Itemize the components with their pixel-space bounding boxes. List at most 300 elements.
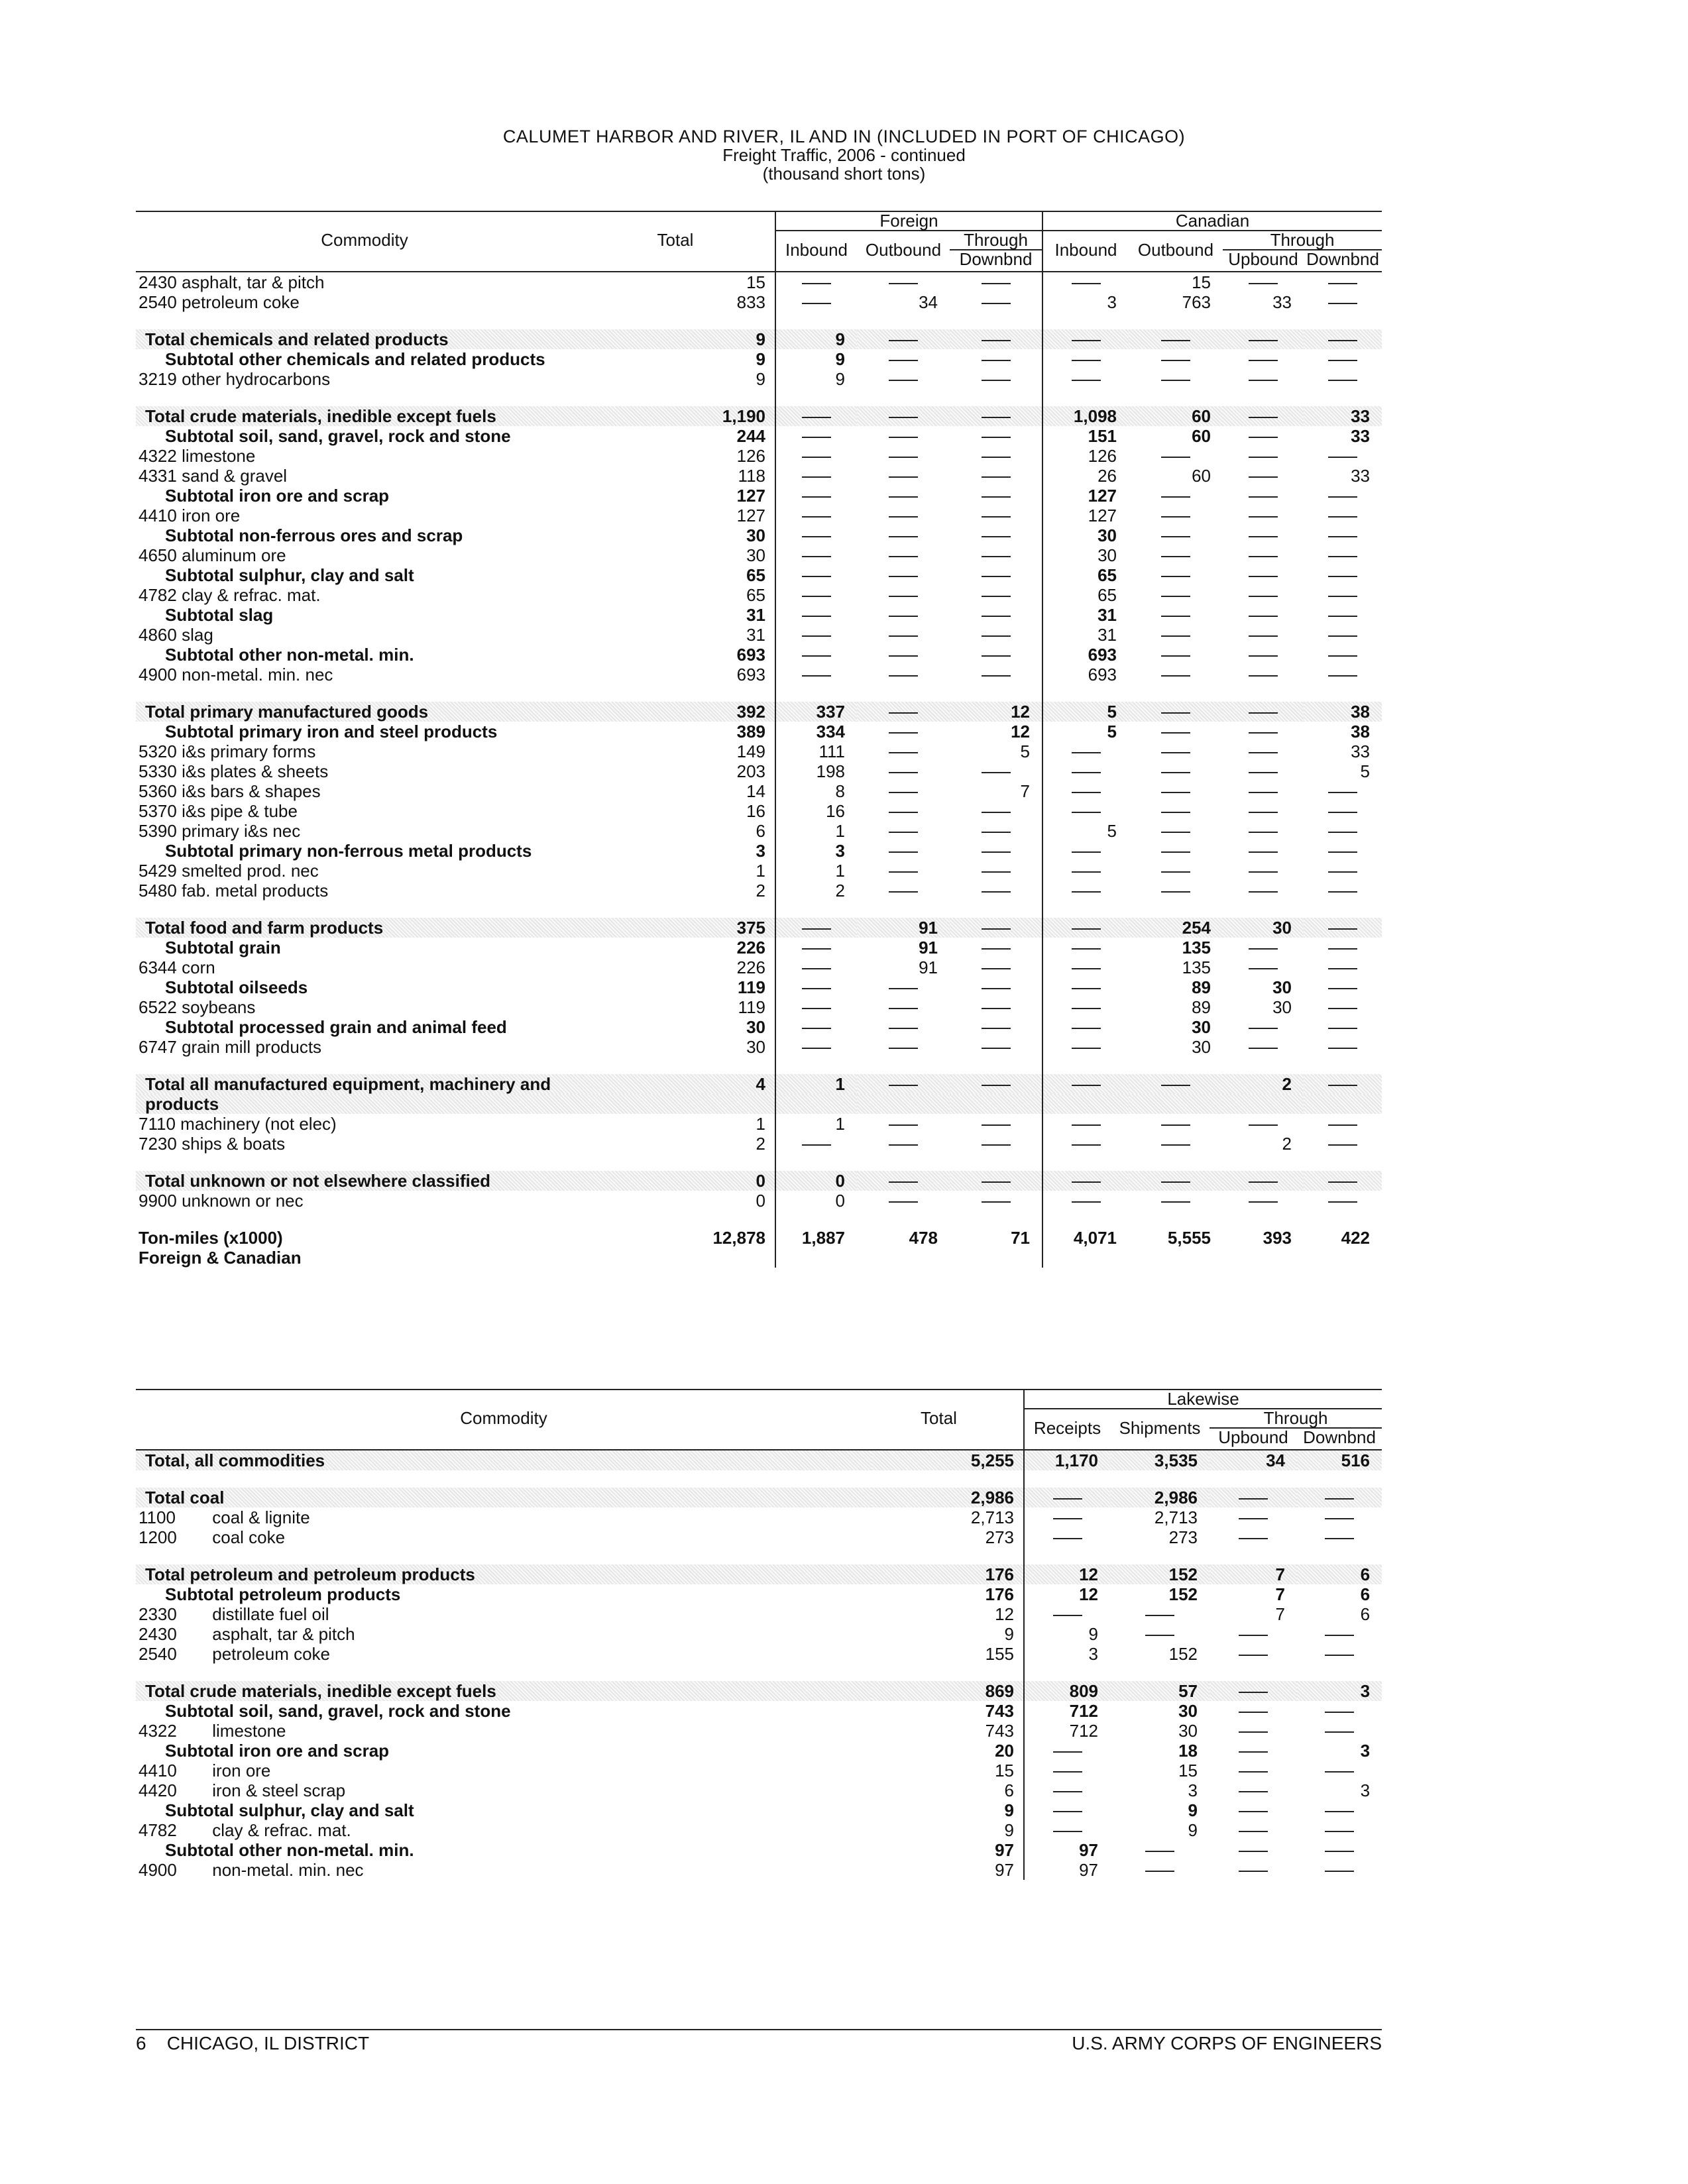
total-row (136, 1681, 1382, 1701)
dash-mark (1053, 1811, 1082, 1812)
dash-mark (1328, 1028, 1357, 1029)
table-row (136, 997, 1382, 1017)
value-cell (1210, 1780, 1297, 1800)
commodity-label (136, 272, 593, 292)
value-cell: 5 (1042, 821, 1129, 841)
value-cell: 1 (775, 861, 857, 881)
spacer-cell (1129, 389, 1223, 406)
dash-mark (889, 417, 918, 418)
spacer-cell (950, 1211, 1042, 1228)
dash-mark (1328, 1201, 1357, 1203)
dash-mark (802, 417, 831, 418)
dash-mark (982, 516, 1011, 518)
dash-mark (889, 516, 918, 518)
value-cell (857, 525, 950, 545)
spacer-cell (593, 389, 775, 406)
value-cell (1304, 272, 1382, 292)
commodity-label (136, 665, 593, 684)
value-cell: 375 (593, 918, 775, 938)
dash-mark (889, 596, 918, 597)
commodity-label (136, 1037, 593, 1057)
value-cell: 9 (775, 349, 857, 369)
commodity-name: i&s bars & shapes (182, 781, 321, 801)
dash-mark (1328, 596, 1357, 597)
dash-mark (982, 437, 1011, 438)
dash-mark (1145, 1871, 1174, 1872)
value-cell (1304, 938, 1382, 957)
value-cell: 693 (1042, 645, 1129, 665)
commodity-name: machinery (not elec) (180, 1113, 337, 1134)
dash-mark (1072, 1144, 1101, 1146)
value-cell: 9 (1004, 1800, 1014, 1820)
value-cell (1042, 801, 1129, 821)
value-cell (950, 861, 1042, 881)
commodity-code: 5480 (139, 880, 177, 901)
value-cell (1223, 801, 1304, 821)
commodity-label (136, 918, 593, 938)
commodity-name: coal & lignite (212, 1507, 310, 1527)
commodity-name: i&s primary forms (182, 741, 316, 761)
value-cell: 712 (1024, 1721, 1110, 1741)
dash-mark (982, 851, 1011, 853)
dash-mark (802, 516, 831, 518)
dash-mark (1249, 635, 1278, 637)
dash-mark (1328, 616, 1357, 617)
row-spacer (136, 1470, 1382, 1488)
commodity-label (136, 722, 593, 741)
row-spacer (136, 684, 1382, 702)
dash-mark (1249, 536, 1278, 537)
commodity-name: corn (182, 957, 215, 977)
value-cell: 1 (756, 860, 765, 881)
dash-mark (982, 1008, 1011, 1009)
dash-mark (1249, 437, 1278, 438)
value-cell (1297, 1820, 1382, 1840)
dash-mark (982, 596, 1011, 597)
value-cell (1223, 605, 1304, 625)
value-cell: 0 (775, 1171, 857, 1191)
dash-mark (1161, 1181, 1190, 1183)
value-cell: 12,878 (712, 1227, 765, 1248)
value-cell (1304, 545, 1382, 565)
dash-mark (889, 988, 918, 989)
dash-mark (982, 1085, 1011, 1086)
dash-mark (982, 928, 1011, 930)
value-cell (775, 585, 857, 605)
commodity-name: products (145, 1093, 219, 1114)
value-cell (1129, 486, 1223, 506)
spacer-cell (1129, 312, 1223, 329)
value-cell: 31 (1042, 605, 1129, 625)
dash-mark (982, 380, 1011, 381)
value-cell: 18 (1178, 1740, 1198, 1761)
dash-mark (1249, 1201, 1278, 1203)
value-cell (1210, 1741, 1297, 1761)
value-cell (1304, 1094, 1382, 1114)
commodity-name: Subtotal primary non-ferrous metal products (165, 840, 532, 861)
subtotal-row (136, 349, 1382, 369)
value-cell: 26 (1042, 466, 1129, 486)
value-cell: 3 (1360, 1780, 1371, 1800)
commodity-name: Subtotal primary iron and steel products (165, 721, 498, 741)
commodity-label (136, 1780, 872, 1800)
dash-mark (889, 712, 918, 714)
value-cell: 393 (1263, 1227, 1292, 1248)
dash-mark (889, 891, 918, 893)
value-cell (1129, 625, 1223, 645)
commodity-label (136, 1701, 872, 1721)
value-cell: 65 (1042, 585, 1129, 605)
dash-mark (1249, 655, 1278, 657)
commodity-name: petroleum coke (182, 292, 300, 312)
dash-mark (1249, 380, 1278, 381)
value-cell (1304, 801, 1382, 821)
spacer-cell (872, 1470, 1024, 1488)
col-shipments: Shipments (1119, 1417, 1201, 1438)
dash-mark (1325, 1811, 1354, 1812)
value-cell (1223, 349, 1304, 369)
value-cell: 2 (1282, 1133, 1292, 1154)
dash-mark (802, 948, 831, 950)
dash-mark (1325, 1731, 1354, 1733)
commodity-label (136, 1248, 593, 1268)
commodity-label (136, 1644, 872, 1664)
dash-mark (889, 812, 918, 813)
value-cell: 16 (775, 801, 857, 821)
commodity-label (136, 761, 593, 781)
value-cell: 65 (746, 565, 765, 585)
spacer-cell (1210, 1470, 1297, 1488)
total-row (136, 1074, 1382, 1094)
commodity-label (136, 565, 593, 585)
dash-mark (982, 675, 1011, 677)
commodity-label (136, 1820, 872, 1840)
value-cell: 111 (775, 741, 857, 761)
subtotal-row (136, 1741, 1382, 1761)
dash-mark (1328, 832, 1357, 833)
commodity-code: 6522 (139, 997, 177, 1017)
footer-agency: U.S. ARMY CORPS OF ENGINEERS (1072, 2033, 1382, 2053)
value-cell: 3 (1024, 1644, 1110, 1664)
table-row (136, 665, 1382, 684)
value-cell (1129, 1074, 1223, 1094)
table-row (136, 1624, 1382, 1644)
dash-mark (982, 1181, 1011, 1183)
value-cell (1129, 525, 1223, 545)
total-row (136, 702, 1382, 722)
dash-mark (1072, 851, 1101, 853)
dash-mark (1249, 752, 1278, 753)
dash-mark (1161, 772, 1190, 773)
value-cell (1304, 881, 1382, 901)
dash-mark (889, 1124, 918, 1126)
commodity-name: non-metal. min. nec (212, 1859, 364, 1880)
value-cell (950, 1017, 1042, 1037)
value-cell: 693 (1042, 665, 1129, 684)
value-cell (1223, 426, 1304, 446)
dash-mark (1161, 1201, 1190, 1203)
value-cell: 30 (1192, 1036, 1211, 1057)
value-cell: 244 (736, 425, 765, 446)
value-cell: 693 (736, 644, 765, 665)
dash-mark (1239, 1712, 1268, 1713)
spacer-cell (1297, 1547, 1382, 1564)
value-cell (1304, 918, 1382, 938)
commodity-label (136, 1507, 872, 1527)
value-cell: 203 (736, 761, 765, 781)
dash-mark (889, 283, 918, 284)
col-commodity: Commodity (136, 211, 593, 268)
value-cell: 149 (736, 741, 765, 761)
value-cell (775, 545, 857, 565)
value-cell: 91 (919, 957, 938, 977)
value-cell (1024, 1488, 1110, 1507)
dash-mark (889, 772, 918, 773)
commodity-label (136, 1761, 872, 1780)
table-row (136, 545, 1382, 565)
commodity-label (136, 861, 593, 881)
value-cell: 5 (1360, 761, 1370, 781)
value-cell: 176 (872, 1564, 1024, 1584)
value-cell (1223, 525, 1304, 545)
value-cell: 9 (1188, 1800, 1198, 1820)
dash-mark (889, 437, 918, 438)
value-cell (1210, 1681, 1297, 1701)
value-cell (950, 1171, 1042, 1191)
commodity-code: 2540 (139, 1643, 177, 1664)
value-cell: 15 (995, 1760, 1014, 1780)
value-cell (1223, 1248, 1304, 1268)
subtotal-row (136, 605, 1382, 625)
value-cell: 119 (738, 977, 765, 997)
dash-mark (982, 496, 1011, 498)
value-cell (1042, 761, 1129, 781)
row-spacer (136, 1057, 1382, 1074)
value-cell: 516 (1297, 1450, 1382, 1470)
spacer-cell (136, 1154, 593, 1171)
value-cell: 31 (746, 604, 765, 625)
spacer-cell (1223, 1057, 1304, 1074)
dash-mark (1072, 772, 1101, 773)
value-cell: 226 (736, 937, 765, 957)
dash-mark (982, 283, 1011, 284)
total-row (136, 1171, 1382, 1191)
dash-mark (802, 437, 831, 438)
commodity-name: Total crude materials, inedible except fuels (145, 1680, 496, 1701)
value-cell (950, 1248, 1042, 1268)
dash-mark (1328, 340, 1357, 341)
spacer-cell (775, 1154, 857, 1171)
value-cell (1304, 565, 1382, 585)
value-cell: 1 (756, 1113, 765, 1134)
dash-mark (1072, 871, 1101, 873)
value-cell: 97 (995, 1859, 1014, 1880)
dash-mark (1072, 1048, 1101, 1049)
dash-mark (1072, 968, 1101, 969)
dash-mark (1161, 851, 1190, 853)
col-canadian-upbound: Upbound (1228, 249, 1298, 269)
commodity-name: Total, all commodities (145, 1450, 325, 1470)
value-cell: 226 (736, 957, 765, 977)
value-cell: 273 (985, 1527, 1014, 1547)
value-cell (950, 466, 1042, 486)
value-cell (1110, 1860, 1210, 1880)
value-cell: 422 (1341, 1227, 1370, 1248)
value-cell (1304, 349, 1382, 369)
value-cell (857, 722, 950, 741)
dash-mark (1325, 1498, 1354, 1500)
commodity-label (136, 938, 593, 957)
value-cell: 5,255 (872, 1450, 1024, 1470)
value-cell: 0 (593, 1171, 775, 1191)
value-cell: 1 (775, 1074, 857, 1094)
row-spacer (136, 1547, 1382, 1564)
value-cell (1024, 1780, 1110, 1800)
spacer-cell (1129, 901, 1223, 918)
value-cell (1223, 1114, 1304, 1134)
commodity-code: 7230 (139, 1133, 177, 1154)
commodity-label (136, 446, 593, 466)
value-cell: 33 (1351, 741, 1370, 761)
value-cell: 389 (736, 721, 765, 741)
value-cell (775, 272, 857, 292)
commodity-label (136, 349, 593, 369)
value-cell (775, 918, 857, 938)
value-cell (857, 781, 950, 801)
spacer-cell (1042, 901, 1129, 918)
spacer-cell (1223, 684, 1304, 702)
col-group-foreign: Foreign (775, 211, 1042, 231)
value-cell (857, 625, 950, 645)
value-cell: 30 (746, 1036, 765, 1057)
table-row (136, 292, 1382, 312)
commodity-label (136, 1604, 872, 1624)
value-cell (1223, 272, 1304, 292)
value-cell (1024, 1604, 1110, 1624)
dash-mark (1328, 675, 1357, 677)
dash-mark (889, 380, 918, 381)
value-cell: 89 (1192, 977, 1211, 997)
spacer-cell (593, 684, 775, 702)
value-cell (1223, 466, 1304, 486)
commodity-code: 4410 (139, 1760, 177, 1780)
value-cell (1129, 1191, 1223, 1211)
dash-mark (982, 576, 1011, 577)
dash-mark (1239, 1635, 1268, 1636)
value-cell (857, 446, 950, 466)
value-cell: 97 (1024, 1840, 1110, 1860)
dash-mark (1161, 380, 1190, 381)
commodity-label (136, 1564, 872, 1584)
value-cell: 30 (1272, 977, 1292, 997)
value-cell (775, 605, 857, 625)
commodity-label (136, 977, 593, 997)
value-cell (1042, 918, 1129, 938)
subtotal-row (136, 486, 1382, 506)
table-row (136, 1248, 1382, 1268)
value-cell (1210, 1840, 1297, 1860)
dash-mark (1239, 1655, 1268, 1656)
dash-mark (1161, 616, 1190, 617)
value-cell (950, 1134, 1042, 1154)
value-cell: 30 (1042, 525, 1129, 545)
value-cell (857, 1114, 950, 1134)
commodity-name: Total all manufactured equipment, machinery and (145, 1073, 551, 1094)
value-cell: 1 (775, 821, 857, 841)
value-cell (1223, 506, 1304, 525)
spacer-cell (136, 389, 593, 406)
commodity-code: 4900 (139, 1859, 177, 1880)
col-group-lakewise: Lakewise (1024, 1390, 1382, 1409)
spacer-cell (1110, 1664, 1210, 1681)
value-cell (1042, 1114, 1129, 1134)
value-cell: 127 (736, 485, 765, 506)
dash-mark (1161, 1144, 1190, 1146)
value-cell: 3 (1297, 1681, 1382, 1701)
dash-mark (982, 1048, 1011, 1049)
total-row (136, 1488, 1382, 1507)
value-cell (1223, 645, 1304, 665)
value-cell: 9 (1188, 1820, 1198, 1840)
value-cell (775, 406, 857, 426)
subtotal-row (136, 1701, 1382, 1721)
dash-mark (1249, 712, 1278, 714)
dash-mark (1072, 752, 1101, 753)
value-cell (1297, 1840, 1382, 1860)
dash-mark (1325, 1655, 1354, 1656)
value-cell (1304, 1248, 1382, 1268)
commodity-label (136, 645, 593, 665)
value-cell: 15 (746, 272, 765, 292)
commodity-name: limestone (182, 445, 256, 466)
dash-mark (1239, 1498, 1268, 1500)
dash-mark (1239, 1538, 1268, 1539)
commodity-name: Subtotal oilseeds (165, 977, 308, 997)
value-cell: 2 (756, 1133, 765, 1154)
value-cell: 2 (775, 881, 857, 901)
col-receipts: Receipts (1024, 1409, 1110, 1447)
value-cell (1297, 1507, 1382, 1527)
spacer-cell (857, 1057, 950, 1074)
dash-mark (982, 536, 1011, 537)
dash-mark (889, 1201, 918, 1203)
dash-mark (1249, 792, 1278, 793)
commodity-name: Subtotal soil, sand, gravel, rock and stone (165, 1700, 511, 1721)
dash-mark (1072, 380, 1101, 381)
table-row (136, 1191, 1382, 1211)
value-cell (775, 645, 857, 665)
value-cell (1129, 506, 1223, 525)
row-spacer (136, 1664, 1382, 1681)
table-row (136, 625, 1382, 645)
value-cell: 38 (1304, 702, 1382, 722)
dash-mark (1239, 1692, 1268, 1693)
value-cell (950, 605, 1042, 625)
dash-mark (1161, 340, 1190, 341)
commodity-label (136, 292, 593, 312)
table-row (136, 1527, 1382, 1547)
dash-mark (889, 752, 918, 753)
dash-mark (1249, 1181, 1278, 1183)
dash-mark (1249, 576, 1278, 577)
value-cell: 30 (746, 1016, 765, 1037)
commodity-name: Subtotal non-ferrous ores and scrap (165, 525, 463, 545)
col-total: Total (593, 211, 775, 268)
spacer-cell (593, 312, 775, 329)
commodity-name: ships & boats (182, 1133, 286, 1154)
col-group-canadian: Canadian (1042, 211, 1382, 231)
dash-mark (1161, 556, 1190, 557)
